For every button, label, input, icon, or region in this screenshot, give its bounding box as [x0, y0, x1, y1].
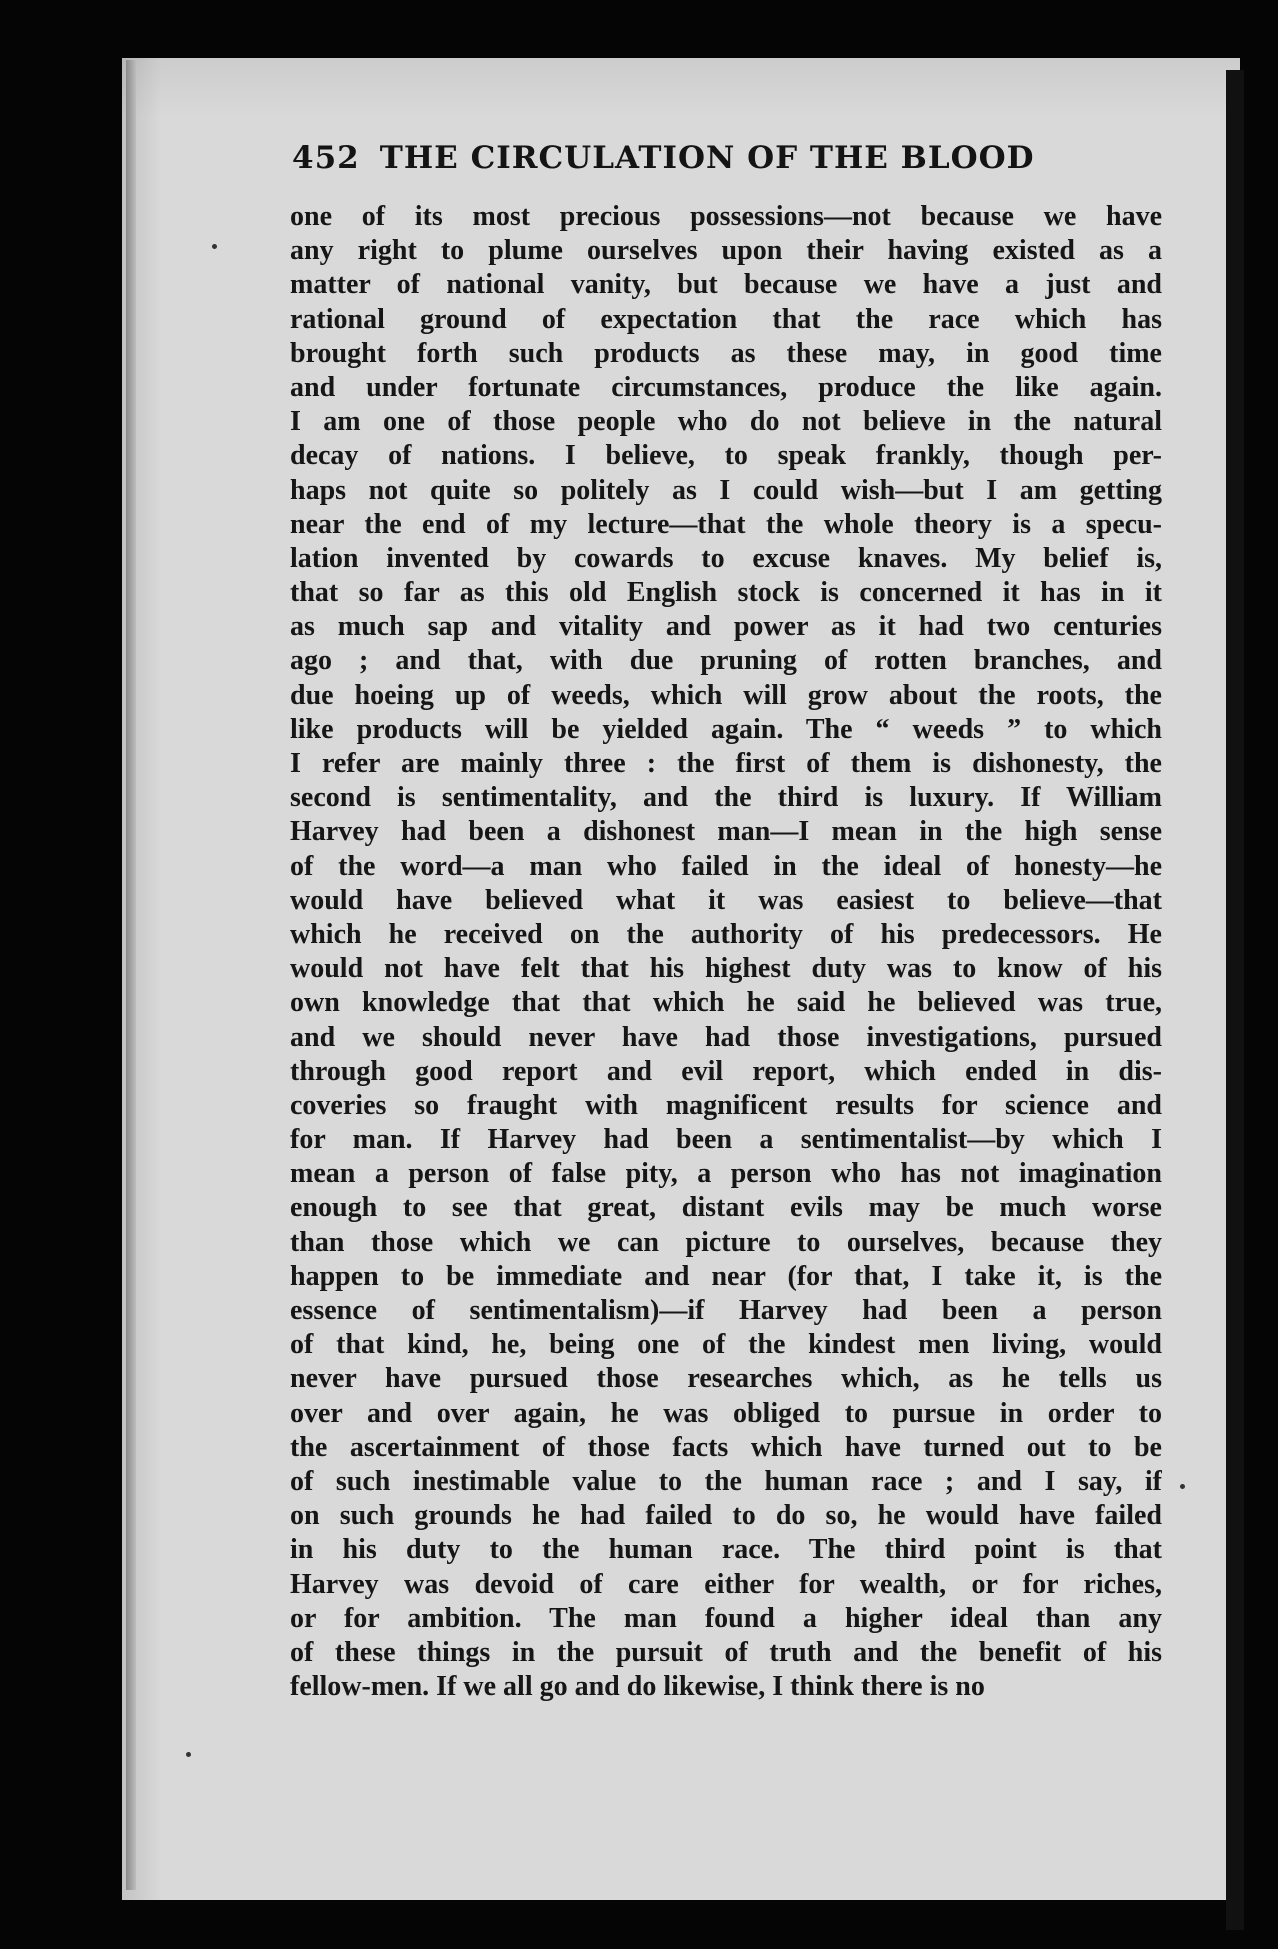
text-line: second is sentimentality, and the third is luxury. If William: [290, 782, 1162, 814]
text-line: through good report and evil report, which ended in dis-: [290, 1055, 1162, 1087]
text-line: happen to be immediate and near (for that, I take it, is the: [290, 1260, 1162, 1292]
text-line: Harvey had been a dishonest man—I mean in the high sense: [290, 816, 1162, 848]
text-line: lation invented by cowards to excuse knaves. My belief is,: [290, 542, 1162, 574]
text-line: any right to plume ourselves upon their having existed as a: [290, 235, 1162, 267]
text-line: I am one of those people who do not believe in the natural: [290, 406, 1162, 438]
text-line: coveries so fraught with magnificent results for science and: [290, 1089, 1162, 1121]
text-line: of these things in the pursuit of truth and the benefit of his: [290, 1636, 1162, 1668]
page-number: 452: [292, 140, 360, 176]
text-line: which he received on the authority of his predecessors. He: [290, 918, 1162, 950]
text-line: would not have felt that his highest duty was to know of his: [290, 953, 1162, 985]
body-text: [290, 200, 1162, 1740]
text-line: ago ; and that, with due pruning of rotten branches, and: [290, 645, 1162, 677]
text-line: and under fortunate circumstances, produce the like again.: [290, 371, 1162, 403]
text-line: like products will be yielded again. The “ weeds ” to which: [290, 713, 1162, 745]
text-line: matter of national vanity, but because we have a just and: [290, 269, 1162, 301]
text-line: fellow-men. If we all go and do likewise, I think there is no: [290, 1671, 985, 1703]
text-line: the ascertainment of those facts which have turned out to be: [290, 1431, 1162, 1463]
running-title: THE CIRCULATION OF THE BLOOD: [379, 140, 1035, 176]
text-line: in his duty to the human race. The third point is that: [290, 1534, 1162, 1566]
text-line: due hoeing up of weeds, which will grow about the roots, the: [290, 679, 1162, 711]
text-line: decay of nations. I believe, to speak frankly, though per-: [290, 440, 1162, 472]
text-line: that so far as this old English stock is concerned it has in it: [290, 577, 1162, 609]
text-line: mean a person of false pity, a person who has not imagination: [290, 1158, 1162, 1190]
text-line: near the end of my lecture—that the whole theory is a specu-: [290, 508, 1162, 540]
page-binding-edge: [126, 60, 136, 1890]
text-line: brought forth such products as these may, in good time: [290, 337, 1162, 369]
text-line: of that kind, he, being one of the kindest men living, would: [290, 1329, 1162, 1361]
text-line: for man. If Harvey had been a sentimentalist—by which I: [290, 1124, 1162, 1156]
running-header: [292, 140, 1072, 184]
text-line: of the word—a man who failed in the ideal of honesty—he: [290, 850, 1162, 882]
text-line: or for ambition. The man found a higher ideal than any: [290, 1602, 1162, 1634]
text-line: I refer are mainly three : the first of them is dishonesty, the: [290, 748, 1162, 779]
text-line: over and over again, he was obliged to pursue in order to: [290, 1397, 1162, 1429]
text-line: and we should never have had those investigations, pursued: [290, 1021, 1162, 1053]
text-line: rational ground of expectation that the race which has: [290, 303, 1162, 335]
scan-speck: [186, 1752, 191, 1757]
page-right-edge-shadow: [1226, 70, 1244, 1930]
text-line: as much sap and vitality and power as it had two centuries: [290, 611, 1162, 643]
text-line: never have pursued those researches which, as he tells us: [290, 1363, 1162, 1395]
scan-speck: [1180, 1484, 1185, 1489]
text-line: would have believed what it was easiest to believe—that: [290, 884, 1162, 916]
text-line: essence of sentimentalism)—if Harvey had been a person: [290, 1295, 1162, 1326]
text-line: own knowledge that that which he said he believed was true,: [290, 987, 1162, 1019]
text-line: Harvey was devoid of care either for wealth, or for riches,: [290, 1568, 1162, 1600]
text-line: on such grounds he had failed to do so, he would have failed: [290, 1500, 1162, 1532]
text-line: haps not quite so politely as I could wish—but I am getting: [290, 474, 1162, 506]
text-line: than those which we can picture to ourselves, because they: [290, 1226, 1162, 1258]
text-line: one of its most precious possessions—not because we have: [290, 201, 1162, 232]
text-line: enough to see that great, distant evils may be much worse: [290, 1192, 1162, 1224]
text-line: of such inestimable value to the human race ; and I say, if: [290, 1465, 1162, 1497]
scan-speck: [212, 244, 217, 249]
